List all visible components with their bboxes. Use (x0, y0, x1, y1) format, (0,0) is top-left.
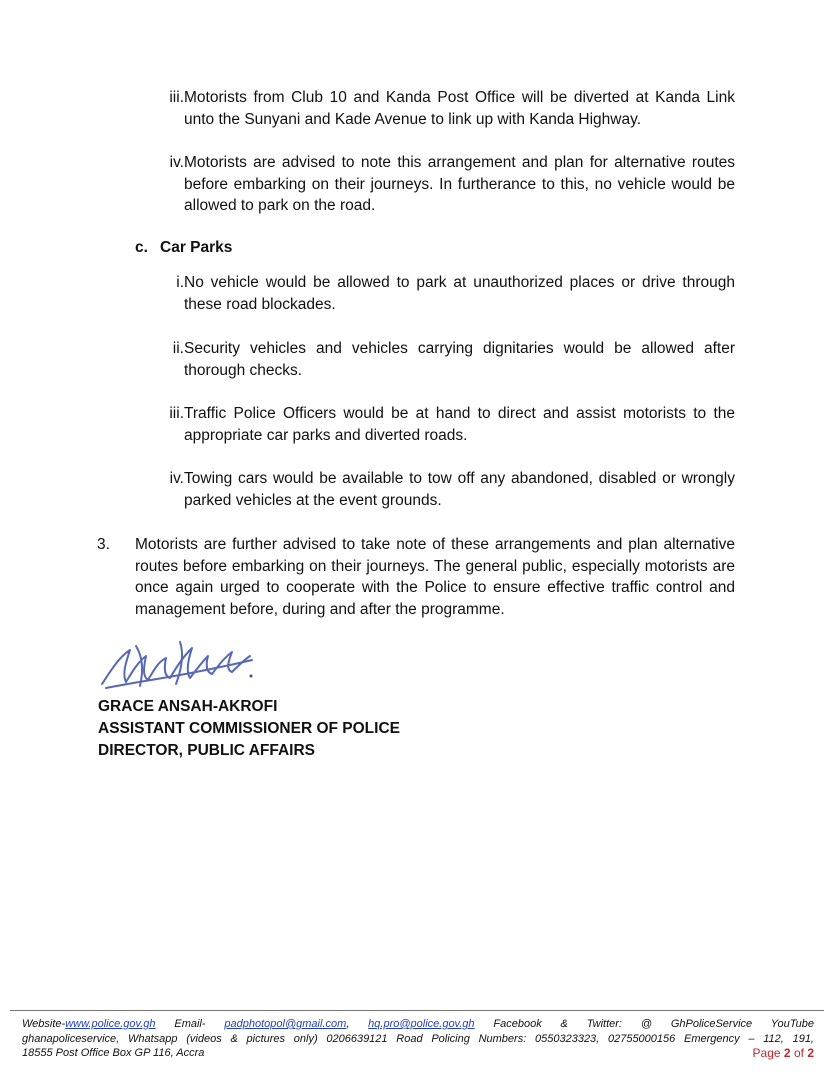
footer-line-3 (22, 1046, 814, 1061)
section-title: Car Parks (160, 239, 233, 256)
footer-line-2: ghanapoliceservice, Whatsapp (videos & pictures only) 0206639121 Road Policing Numbers: 0550323323, 02755000156 Emergency – 112, 191, (22, 1032, 814, 1045)
paragraph-text: Motorists are further advised to take note of these arrangements and plan alternative routes before embarking on their journeys. The general public, especially motorists are once again urged to cooperate with the Police to ensure effective traffic control and management before, during and after the programme. (135, 536, 735, 618)
list-item-c-iv (160, 468, 735, 511)
signature-dot (250, 675, 253, 678)
list-item-text: Motorists from Club 10 and Kanda Post Office will be diverted at Kanda Link unto the Sunyani and Kade Avenue to link up with Kanda Highway. (184, 89, 735, 128)
signature-image (96, 632, 256, 694)
paragraph-3 (97, 534, 735, 620)
page-total: 2 (807, 1046, 814, 1060)
list-item-b-iv (160, 152, 735, 217)
list-item-number: iv. (169, 154, 184, 171)
list-item-text: No vehicle would be allowed to park at unauthorized places or drive through these road blockades. (184, 274, 735, 313)
list-item-number: i. (176, 274, 184, 291)
website-link[interactable]: www.police.gov.gh (65, 1018, 156, 1030)
page-footer (22, 1017, 814, 1061)
signatory-rank: ASSISTANT COMMISSIONER OF POLICE (98, 720, 400, 737)
email-label: Email- (174, 1018, 206, 1030)
list-item-number: iv. (169, 470, 184, 487)
email-link-2[interactable]: hq.pro@police.gov.gh (368, 1018, 475, 1030)
list-item-number: iii. (169, 405, 184, 422)
signatory-name: GRACE ANSAH-AKROFI (98, 698, 278, 715)
list-item-text: Traffic Police Officers would be at hand to direct and assist motorists to the appropriate car parks and diverted roads. (184, 405, 735, 444)
paragraph-number: 3. (97, 536, 110, 553)
list-item-c-ii (160, 338, 735, 381)
signatory-office: DIRECTOR, PUBLIC AFFAIRS (98, 742, 316, 759)
list-item-b-iii (160, 87, 735, 130)
footer-line-1 (22, 1017, 814, 1032)
footer-divider (10, 1010, 824, 1011)
list-item-number: iii. (169, 89, 184, 106)
signatory-block (98, 696, 400, 762)
list-item-c-iii (160, 403, 735, 446)
section-heading-car-parks (135, 237, 232, 259)
list-item-number: ii. (172, 340, 184, 357)
section-label: c. (135, 239, 148, 256)
social-text: Facebook & Twitter: @ GhPoliceService YouTube (493, 1018, 815, 1030)
email-link-1[interactable]: padphotopol@gmail.com (224, 1018, 347, 1030)
website-label: Website- (22, 1018, 66, 1030)
list-item-text: Security vehicles and vehicles carrying dignitaries would be allowed after thorough checks. (184, 340, 735, 379)
list-item-text: Motorists are advised to note this arrangement and plan for alternative routes before embarking on their journeys. In furtherance to this, no vehicle would be allowed to park on the road. (184, 154, 735, 214)
footer-address: 18555 Post Office Box GP 116, Accra (22, 1047, 205, 1059)
page-of: of (793, 1046, 804, 1060)
page-number (753, 1046, 814, 1061)
list-item-c-i (160, 272, 735, 315)
page-current: 2 (783, 1046, 791, 1060)
list-item-text: Towing cars would be available to tow off any abandoned, disabled or wrongly parked vehicles at the event grounds. (184, 470, 735, 509)
page-word: Page (752, 1046, 781, 1060)
email-separator: , (346, 1018, 350, 1030)
